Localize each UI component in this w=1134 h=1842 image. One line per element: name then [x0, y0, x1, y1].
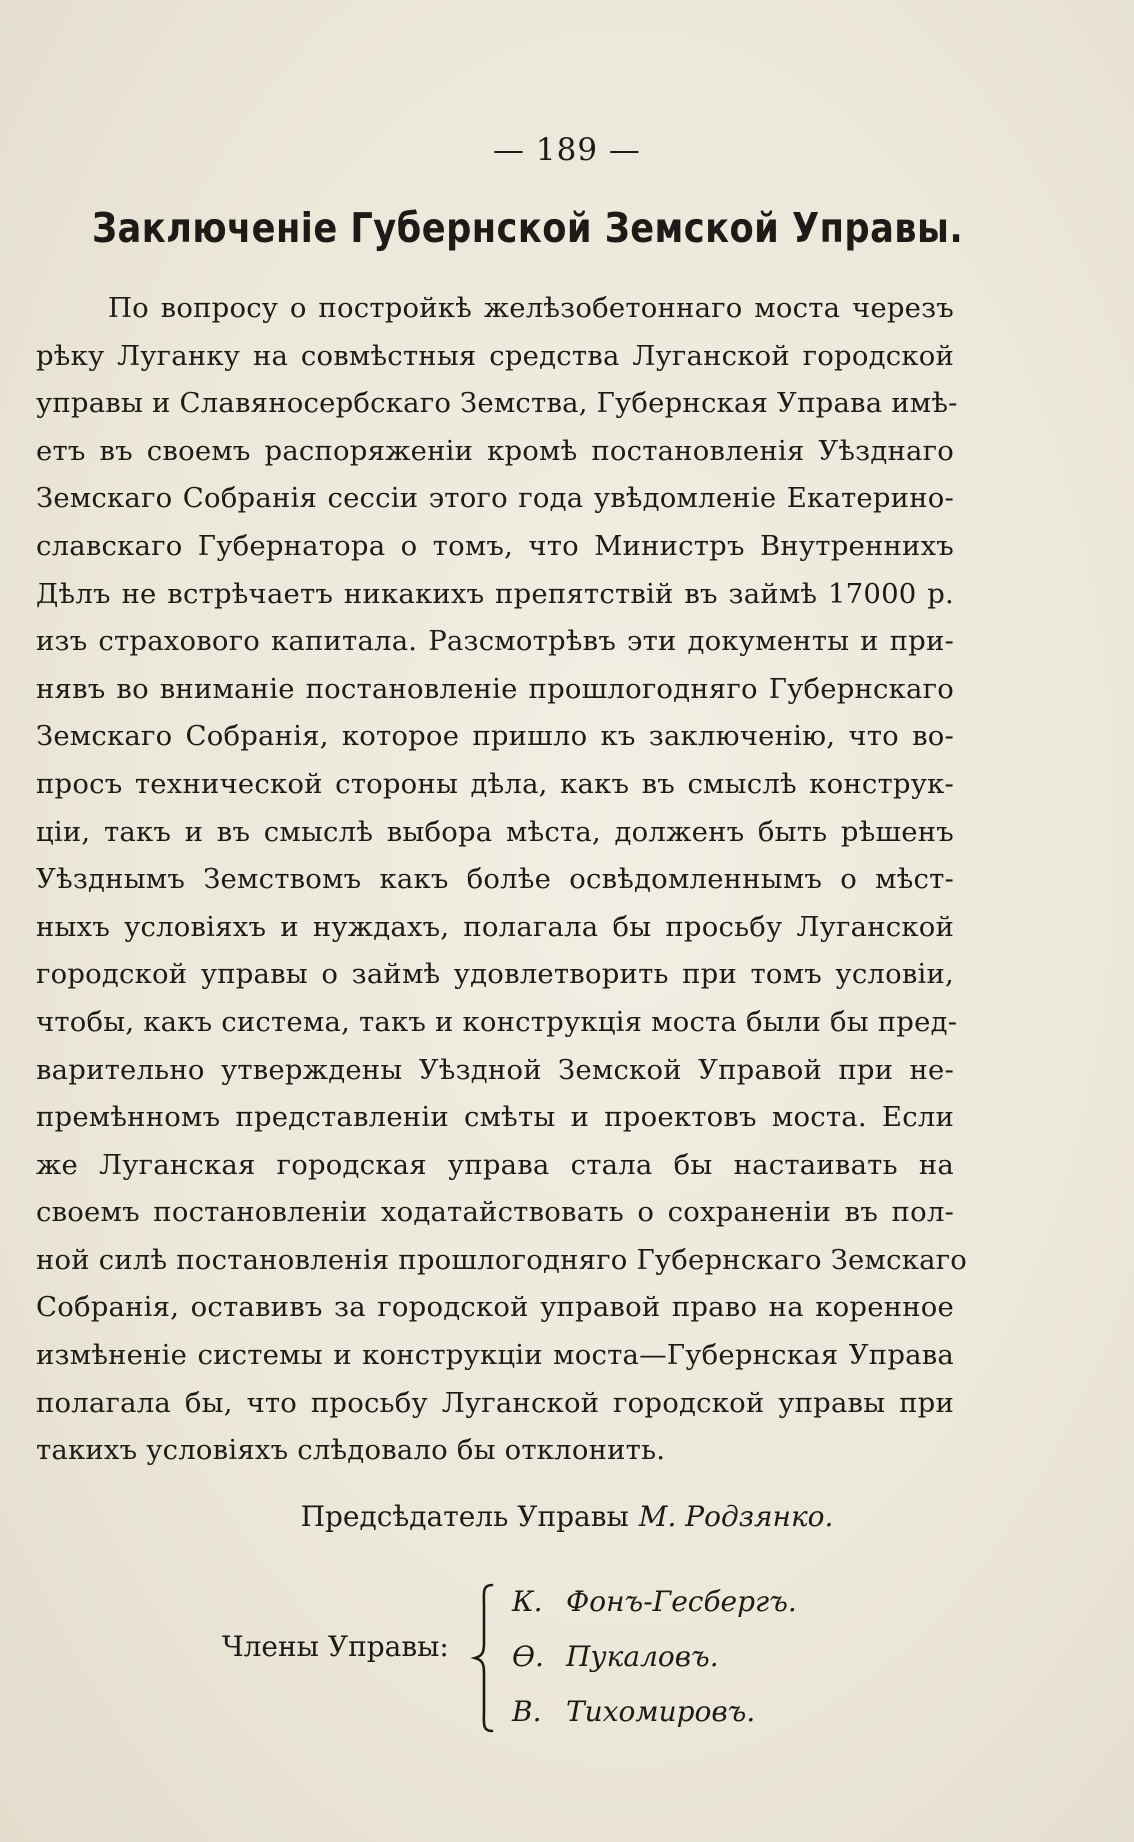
paragraph-line: изъ страхового капитала. Разсмотрѣвъ эти документы и при- [36, 625, 954, 658]
paragraph-line: просъ технической стороны дѣла, какъ въ смыслѣ конструк- [36, 767, 954, 800]
member-surname: Фонъ-Гесбергъ. [566, 1585, 797, 1618]
paragraph-line: Земскаго Собранiя, которое пришло къ заключенiю, что во- [36, 720, 954, 753]
member-initial: В. [512, 1695, 542, 1728]
paragraph-line: ной силѣ постановленiя прошлогодняго Губернскаго Земскаго [36, 1243, 968, 1276]
paragraph-line: Уѣзднымъ Земствомъ какъ болѣе освѣдомленнымъ о мѣст- [36, 863, 954, 896]
paragraph-line: измѣненiе системы и конструкцiи моста—Губернская Управа [36, 1339, 954, 1372]
paragraph-line: управы и Славяносербскаго Земства, Губернская Управа имѣ- [36, 387, 958, 420]
member-signature [512, 1684, 797, 1739]
chairman-label: Предсѣдатель Управы [300, 1500, 629, 1533]
members-label: Члены Управы: [222, 1630, 449, 1663]
paragraph-line: етъ въ своемъ распоряженiи кромѣ постановленiя Уѣзднаго [36, 434, 954, 467]
curly-brace-icon [470, 1583, 500, 1733]
paragraph-line: полагала бы, что просьбу Луганской городской управы при [36, 1386, 954, 1419]
chairman-name: М. Родзянко. [638, 1500, 834, 1533]
page-number: — 189 — [493, 132, 641, 168]
paragraph-line: ныхъ условiяхъ и нуждахъ, полагала бы просьбу Луганской [36, 910, 954, 943]
member-surname: Пукаловъ. [566, 1640, 719, 1673]
chairman-signature [0, 1500, 1134, 1533]
body-paragraph [36, 285, 968, 1475]
paragraph-line: своемъ постановленiи ходатайствовать о сохраненiи въ пол- [36, 1196, 954, 1229]
member-initial: К. [512, 1585, 543, 1618]
members-list [512, 1574, 797, 1739]
paragraph-line: Собранiя, оставивъ за городской управой право на коренное [36, 1291, 954, 1324]
paragraph-line: Земскаго Собранiя сессiи этого года увѣдомленiе Екатерино- [36, 482, 954, 515]
member-surname: Тихомировъ. [566, 1695, 756, 1728]
paragraph-line: такихъ условiяхъ слѣдовало бы отклонить. [36, 1434, 666, 1467]
paragraph-line: премѣнномъ представленiи смѣты и проектовъ моста. Если [36, 1101, 954, 1134]
paragraph-line: городской управы о займѣ удовлетворить при томъ условiи, [36, 958, 954, 991]
paragraph-line: цiи, такъ и въ смыслѣ выбора мѣста, долженъ быть рѣшенъ [36, 815, 954, 848]
paragraph-line: варительно утверждены Уѣздной Земской Управой при не- [36, 1053, 954, 1086]
paragraph-line: же Луганская городская управа стала бы настаивать на [36, 1148, 954, 1181]
paragraph-line: По вопросу о постройкѣ желѣзобетоннаго моста черезъ [108, 292, 954, 324]
member-signature [512, 1629, 797, 1684]
member-initial: Ѳ. [512, 1640, 544, 1673]
member-signature [512, 1574, 797, 1629]
page-title: Заключенiе Губернской Земской Управы. [92, 204, 964, 252]
paragraph-line: славскаго Губернатора о томъ, что Министръ Внутреннихъ [36, 529, 954, 562]
paragraph-line: Дѣлъ не встрѣчаетъ никакихъ препятствiй въ займѣ 17000 р. [36, 577, 954, 610]
paragraph-line: рѣку Луганку на совмѣстныя средства Луганской городской [36, 339, 954, 372]
paragraph-line: нявъ во вниманiе постановленiе прошлогодняго Губернскаго [36, 672, 954, 705]
paragraph-line: чтобы, какъ система, такъ и конструкцiя моста были бы пред- [36, 1005, 958, 1038]
